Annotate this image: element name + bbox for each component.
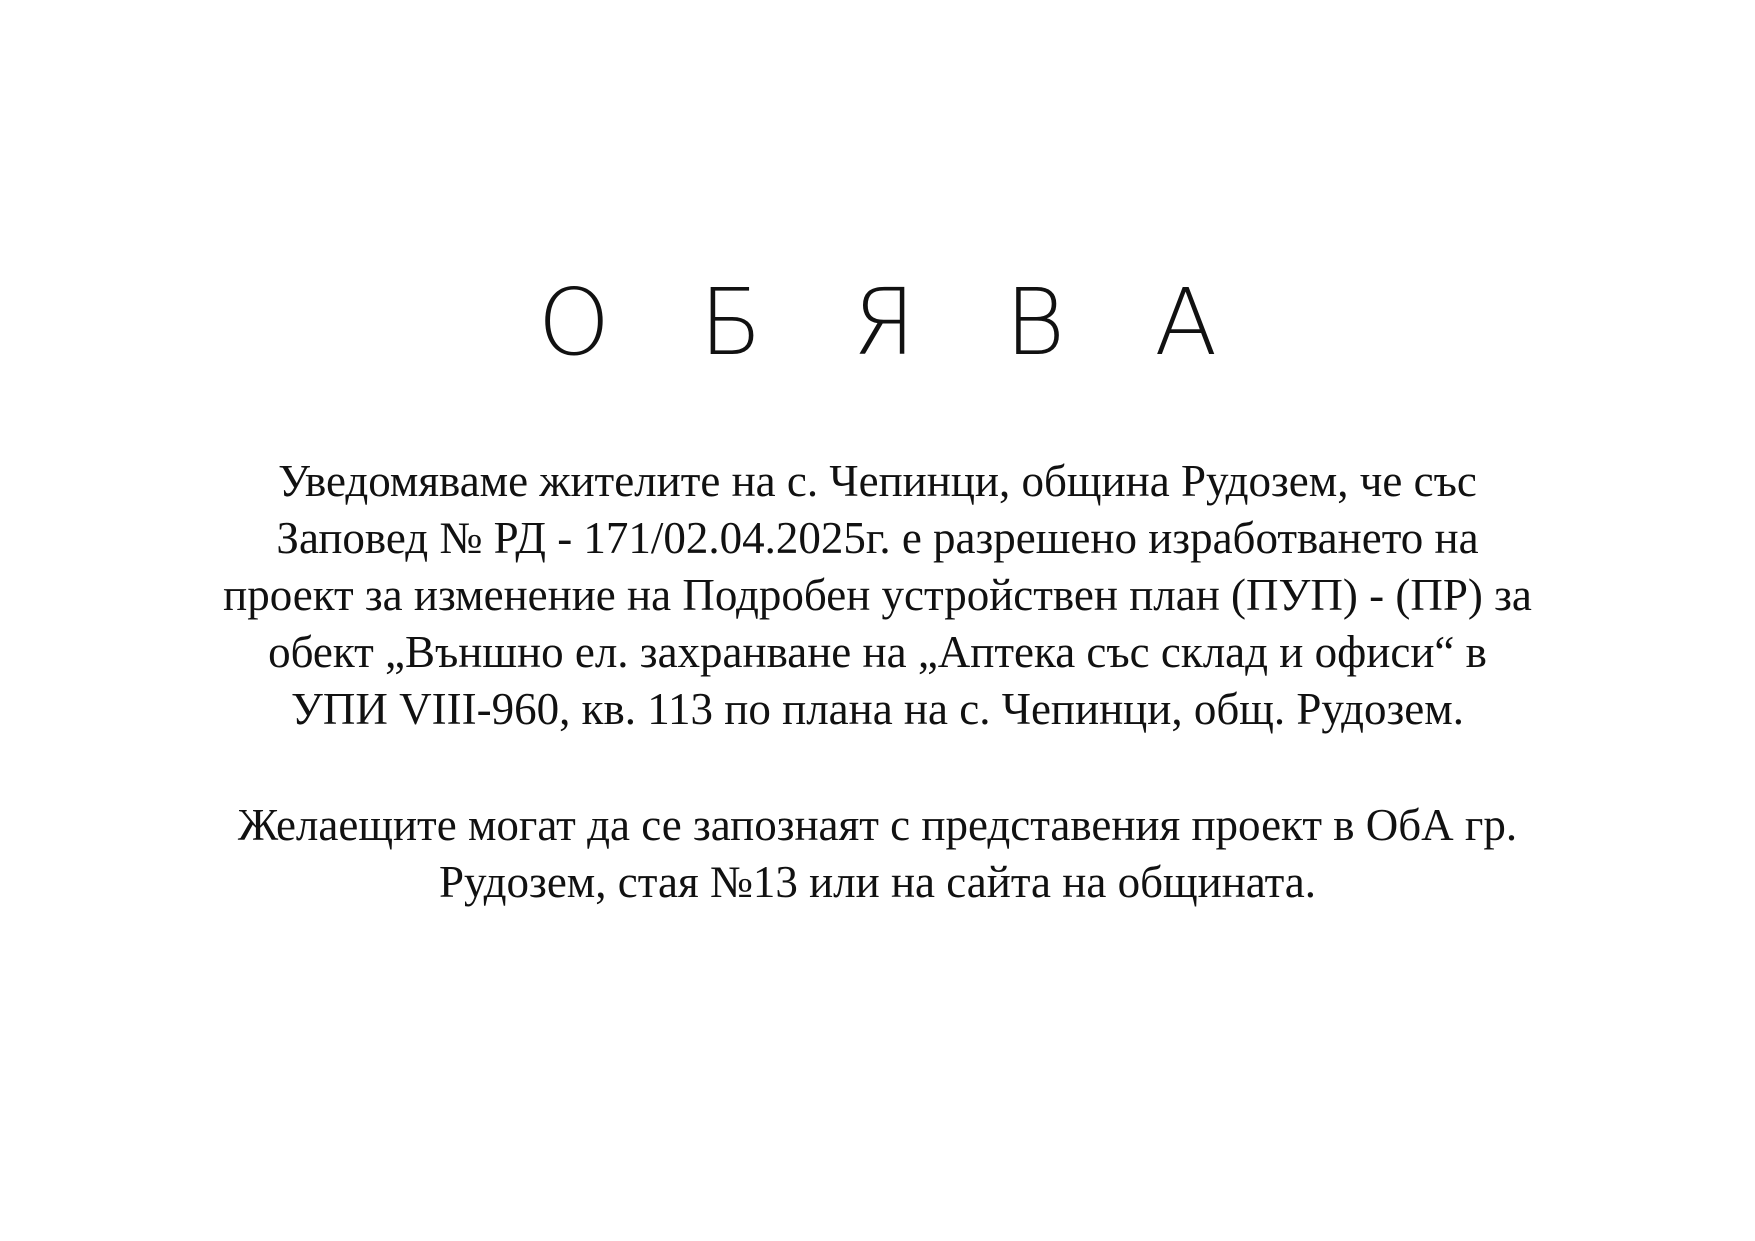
text-line: Уведомяваме жителите на с. Чепинци, община Рудозем, че със [278, 456, 1477, 506]
text-line: Рудозем, стая №13 или на сайта на общината. [438, 857, 1317, 907]
text-line: УПИ VIII-960, кв. 113 по плана на с. Чепинци, общ. Рудозем. [291, 684, 1464, 734]
notice-paragraph-contact [120, 797, 1635, 911]
notice-paragraph-announcement [120, 453, 1635, 738]
text-line: Заповед № РД - 171/02.04.2025г. е разрешено изработването на [276, 513, 1479, 563]
text-line: проект за изменение на Подробен устройствен план (ПУП) - (ПР) за [223, 570, 1532, 620]
notice-title: О Б Я В А [537, 269, 1248, 376]
text-line: Желаещите могат да се запознаят с представения проект в ОбА гр. [237, 800, 1518, 850]
text-line: обект „Външно ел. захранване на „Аптека със склад и офиси“ в [268, 627, 1487, 677]
